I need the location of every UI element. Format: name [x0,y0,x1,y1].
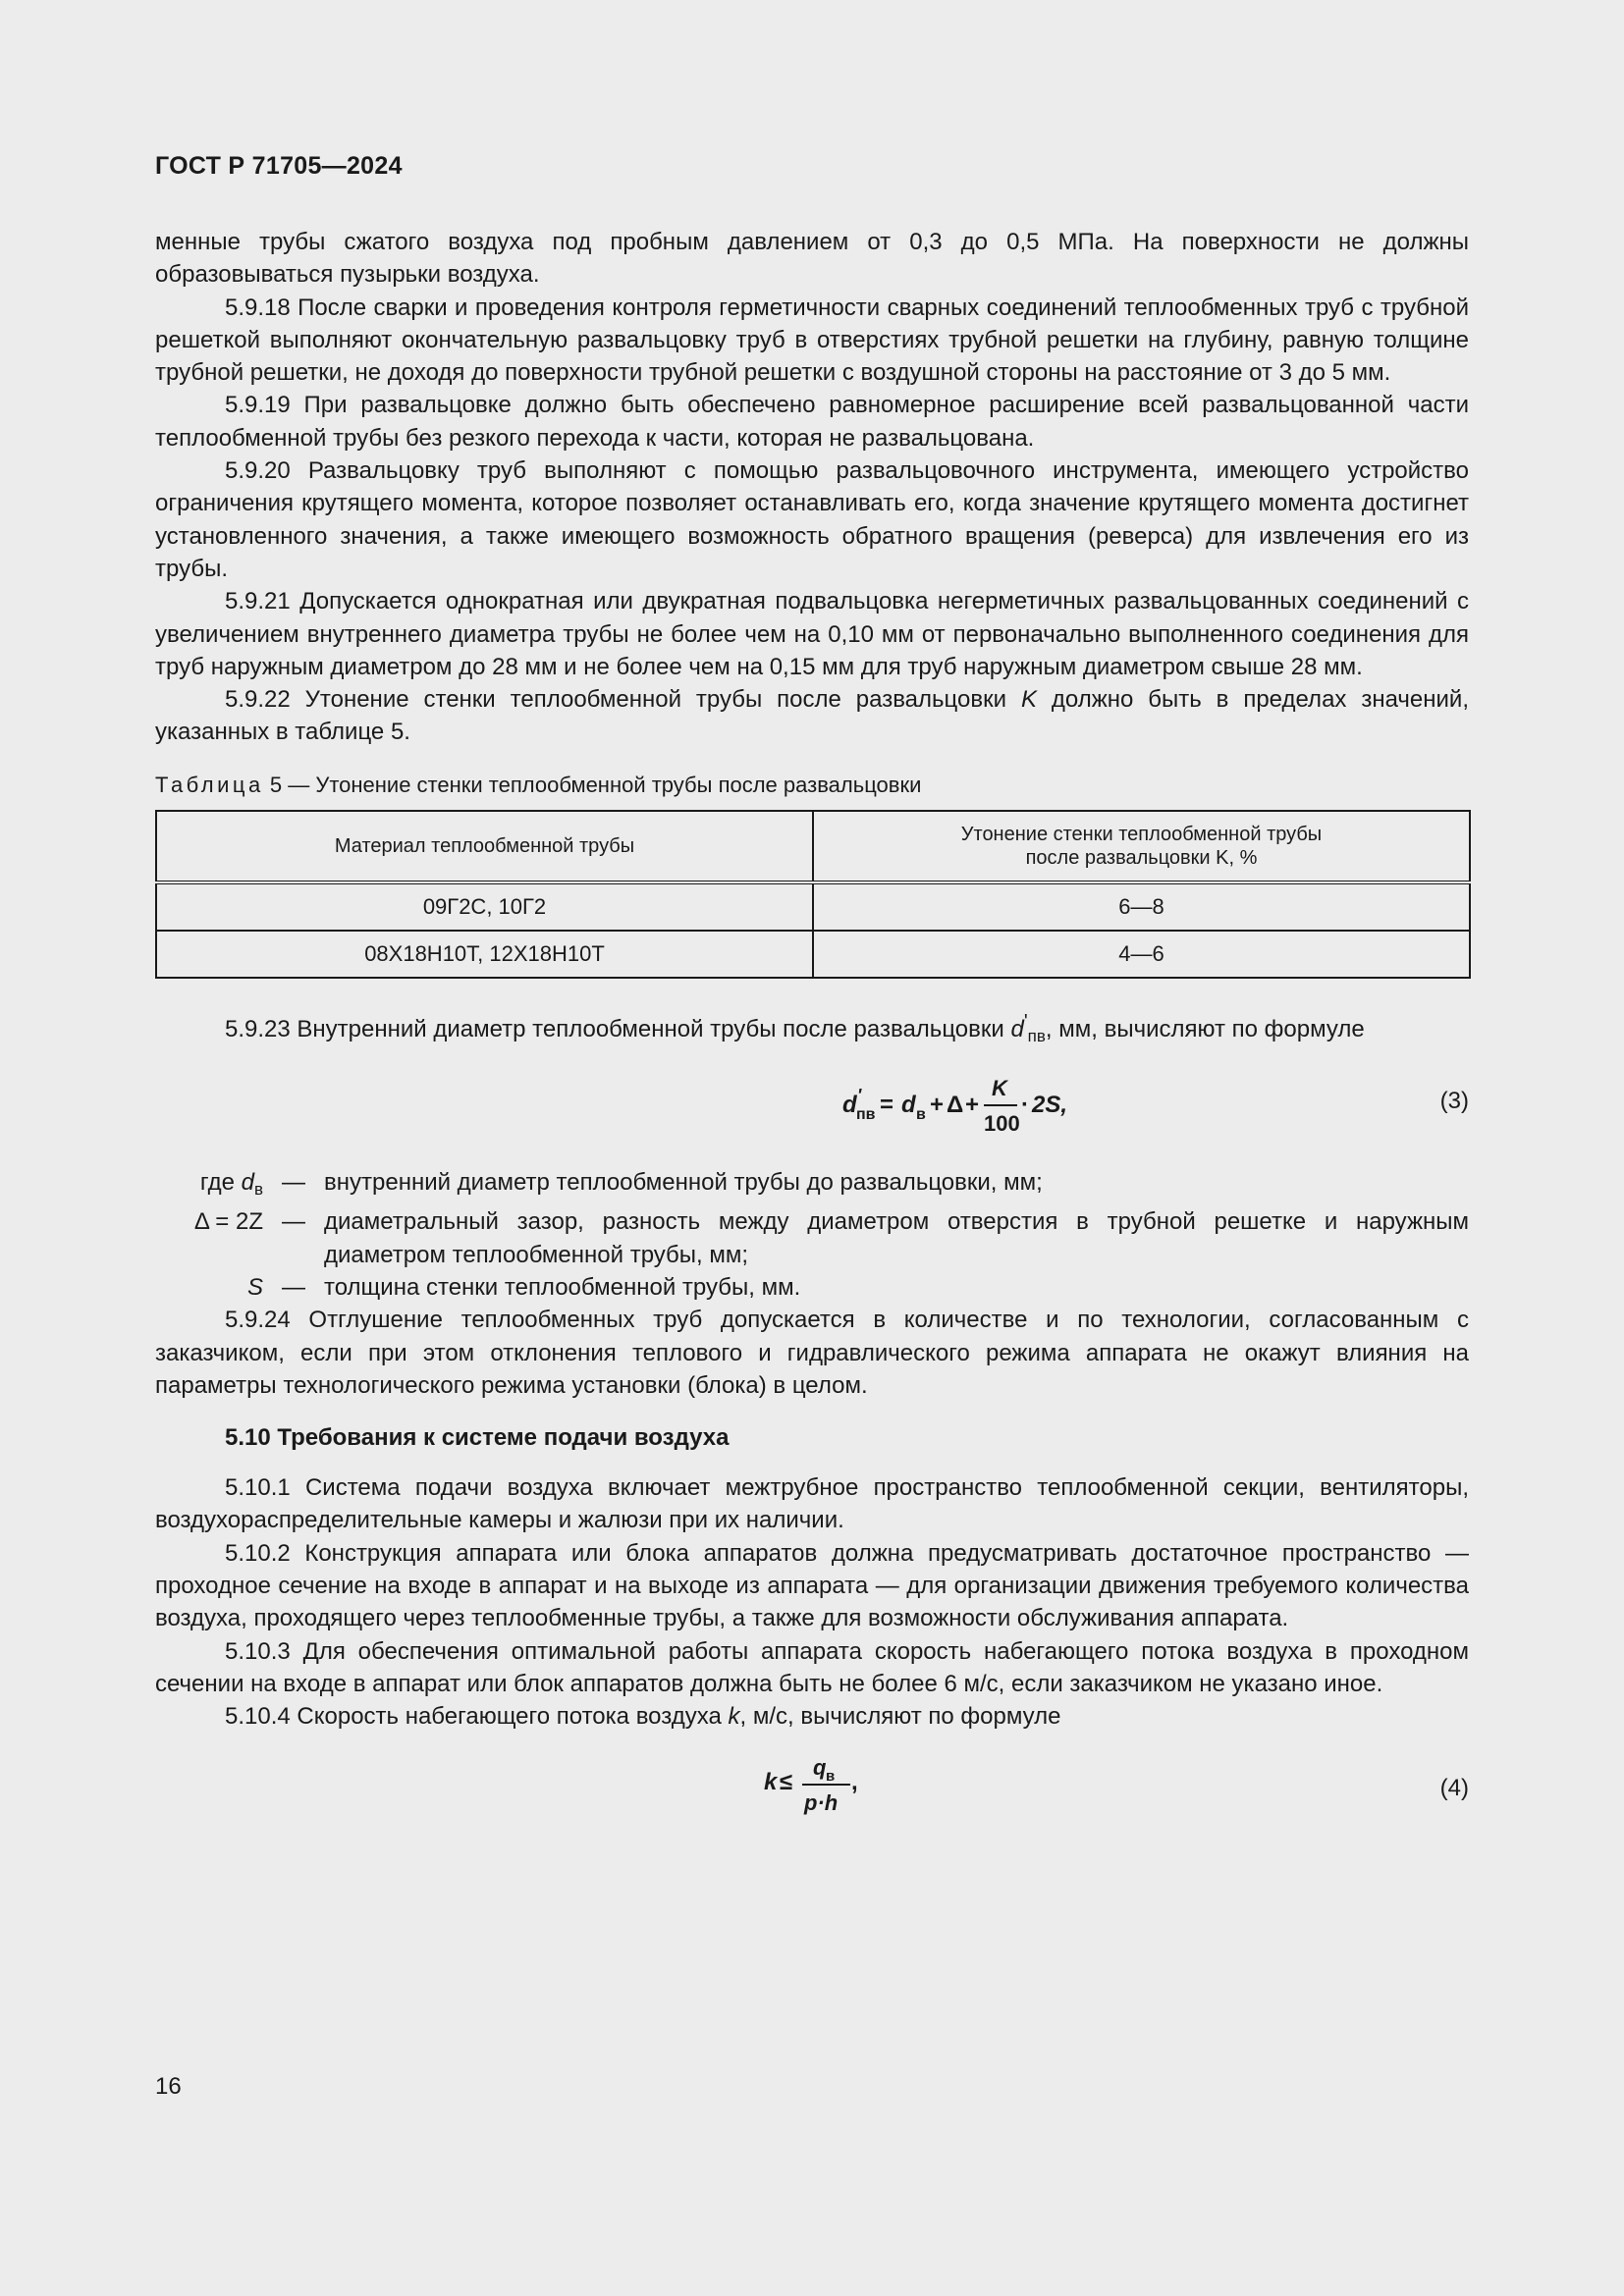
paragraph-5-9-22 [155,683,1469,749]
formula-prime: ' [857,1086,862,1106]
formula-plus: + [930,1092,945,1119]
where-row [155,1271,1469,1304]
symbol-subscript: пв [1027,1026,1046,1045]
symbol-prime: ' [1023,1010,1028,1033]
where-dash: — [282,1208,305,1236]
table-caption-label: Таблица [155,772,264,797]
table-cell: 4—6 [813,931,1470,978]
text-run: должно быть в пределах значений, указанных в таблице 5. [155,686,1469,746]
formula-delta: Δ [947,1092,964,1119]
symbol-d: d [1010,1015,1024,1042]
header-line-1: Утонение стенки теплообменной трубы [960,823,1323,845]
where-list [155,1166,1469,1304]
table-5 [155,810,1471,979]
formula-3-number: (3) [1439,1088,1469,1115]
paragraph-5-9-23 [155,1006,1469,1052]
page-content [155,226,1469,1834]
formula-4-expression [754,1745,950,1824]
formula-k: k [764,1768,778,1795]
formula-4-number: (4) [1439,1774,1469,1801]
paragraph-5-9-19: 5.9.19 При развальцовке должно быть обеспечено равномерное расширение всей развальцованной части теплообменной трубы без резкого перехода к части, которая не развальцована. [155,392,1469,452]
paragraph-5-10-2: 5.10.2 Конструкция аппарата или блока аппаратов должна предусматривать достаточное пространство — проходное сечение на входе в аппарат и на выходе из аппарата — для организации движения требуемого количества воздуха, проходящего через теплообменные трубы, а также для возможности обслуживания аппарата. [155,1539,1469,1632]
paragraph-5-10-3: 5.10.3 Для обеспечения оптимальной работы аппарата скорость набегающего потока воздуха в проходном сечении на входе в аппарат или блок аппаратов должна быть не более 6 м/с, если заказчиком не указано иное. [155,1637,1469,1697]
table-cell: 09Г2С, 10Г2 [156,882,813,931]
header-line-2: после развальцовки K, % [1025,846,1258,869]
where-description: толщина стенки теплообменной трубы, мм. [324,1273,801,1301]
document-code-header: ГОСТ Р 71705—2024 [155,152,403,180]
formula-le: ≤ [780,1768,793,1795]
where-description: внутренний диаметр теплообменной трубы до развальцовки, мм; [324,1169,1043,1197]
formula-K: K [992,1076,1007,1101]
text-run: , мм, вычисляют по формуле [1045,1015,1365,1042]
where-prefix: где [199,1169,235,1197]
symbol-k: k [728,1703,740,1731]
text-run: 5.9.22 Утонение стенки теплообменной трубы после развальцовки [225,686,1021,714]
formula-100: 100 [984,1111,1020,1137]
where-symbol-S: S [246,1273,263,1301]
formula-plus: + [965,1092,980,1119]
paragraph-5-9-24: 5.9.24 Отглушение теплообменных труб допускается в количестве и по технологии, согласованным с заказчиком, если при этом отклонения теплового и гидравлического режима аппарата не окажут влияния на параметры технологического режима установки (блока) в целом. [155,1307,1469,1399]
table-cell: 6—8 [813,882,1470,931]
where-symbol-delta: Δ = 2Z [193,1208,263,1236]
formula-sub-pv: пв [856,1106,876,1124]
table-caption-text: 5 — Утонение стенки теплообменной трубы после развальцовки [263,772,922,797]
table-header-thinning [813,811,1470,882]
formula-sub-v: в [826,1767,836,1785]
paragraph-5-10-1: 5.10.1 Система подачи воздуха включает межтрубное пространство теплообменной секции, вентиляторы, воздухораспределительные камеры и жалюзи при их наличии. [155,1474,1469,1534]
text-run: 5.9.23 Внутренний диаметр теплообменной трубы после развальцовки [225,1015,1011,1042]
where-row [155,1205,1469,1271]
where-symbol-d: d [241,1169,254,1197]
where-dash: — [282,1169,305,1197]
table-header-row [156,811,1470,882]
formula-d: d [842,1092,857,1119]
text-run: , м/с, вычисляют по формуле [739,1703,1061,1731]
paragraph-5-9-18: 5.9.18 После сварки и проведения контроля герметичности сварных соединений теплообменных труб с трубной решеткой выполняют окончательную развальцовку труб в отверстиях трубной решетки на глубину, равную толщине трубной решетки, не доходя до поверхности трубной решетки с воздушной стороны на расстояние от 3 до 5 мм. [155,294,1469,387]
where-dash: — [282,1273,305,1301]
formula-p-dot-h: p·h [804,1789,839,1815]
where-subscript: в [253,1180,263,1200]
formula-dot: · [1021,1092,1029,1119]
table-row [156,931,1470,978]
formula-dv: d [901,1092,916,1119]
formula-eq: = [880,1092,894,1119]
formula-q: q [813,1754,827,1780]
paragraph-5-9-20: 5.9.20 Развальцовку труб выполняют с помощью развальцовочного инструмента, имеющего устройство ограничения крутящего момента, которое позволяет останавливать его, когда значение крутящего момента достигнет установленного значения, а также имеющего возможность обратного вращения (реверса) для извлечения его из трубы. [155,457,1469,582]
formula-comma: , [851,1768,858,1795]
where-symbol [155,1271,263,1304]
formula-3-expression [685,1058,1098,1147]
formula-4 [155,1745,1469,1834]
page-number: 16 [155,2073,182,2100]
paragraph-5-10-4 [155,1700,1469,1733]
text-run: 5.10.4 Скорость набегающего потока воздуха [225,1703,729,1731]
formula-sub-v: в [916,1106,926,1124]
where-symbol [155,1205,263,1271]
where-row [155,1166,1469,1205]
paragraph-continued: менные трубы сжатого воздуха под пробным давлением от 0,3 до 0,5 МПа. На поверхности не должны образовываться пузырьки воздуха. [155,229,1469,289]
where-symbol [155,1166,263,1205]
symbol-k: K [1020,686,1037,714]
paragraph-5-9-21: 5.9.21 Допускается однократная или двукратная подвальцовка негерметичных развальцованных соединений с увеличением внутреннего диаметра трубы не более чем на 0,10 мм от первоначально выполненного соединения для труб наружным диаметром до 28 мм и не более чем на 0,15 мм для труб наружным диаметром свыше 28 мм. [155,588,1469,680]
where-description: диаметральный зазор, разность между диаметром отверстия в трубной решетке и наружным диаметром теплообменной трубы, мм; [324,1208,1469,1268]
formula-3 [155,1058,1469,1156]
formula-2S: 2S, [1032,1092,1068,1119]
table-cell: 08Х18Н10Т, 12Х18Н10Т [156,931,813,978]
table-row [156,882,1470,931]
table-caption [155,771,1469,800]
section-heading-5-10: 5.10 Требования к системе подачи воздуха [225,1424,730,1452]
table-header-material: Материал теплообменной трубы [156,811,813,882]
